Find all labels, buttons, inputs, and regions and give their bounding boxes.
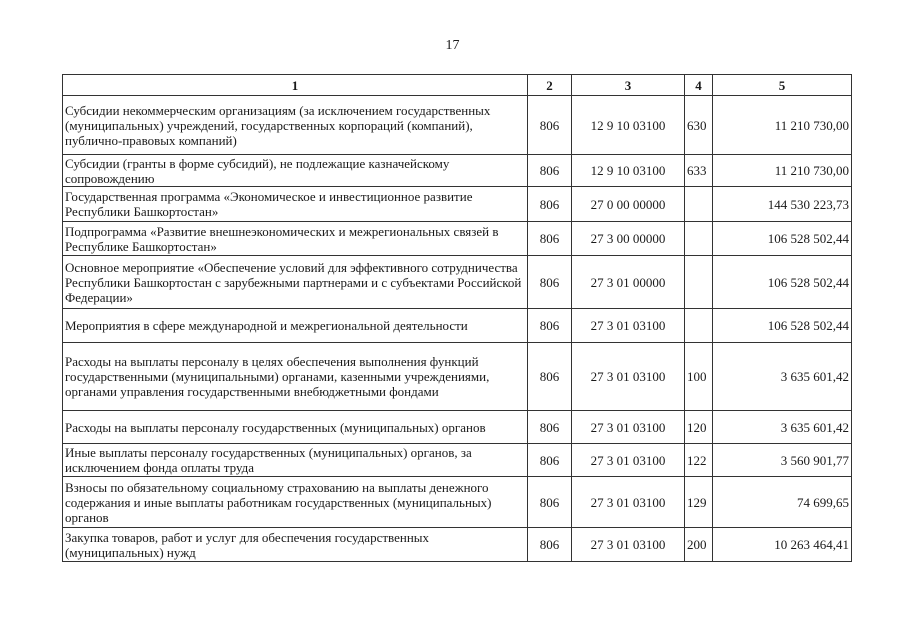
- row-sum: 3 635 601,42: [713, 343, 852, 411]
- row-sum: 10 263 464,41: [713, 528, 852, 562]
- table-header-row: [63, 75, 852, 96]
- row-csr: 27 3 01 03100: [572, 411, 685, 444]
- table-row: [63, 222, 852, 256]
- row-ved: 806: [528, 528, 572, 562]
- row-ved: 806: [528, 444, 572, 477]
- header-col-5: 5: [713, 75, 852, 96]
- row-name: Иные выплаты персоналу государственных (муниципальных) органов, за исключением фонда оплаты труда: [63, 444, 528, 477]
- row-sum: 11 210 730,00: [713, 96, 852, 155]
- row-name: Субсидии некоммерческим организациям (за исключением государственных (муниципальных) учреждений, государственных корпораций (компаний), публично-правовых компаний): [63, 96, 528, 155]
- header-col-2: 2: [528, 75, 572, 96]
- row-ved: 806: [528, 309, 572, 343]
- table-row: [63, 444, 852, 477]
- row-vr: [685, 256, 713, 309]
- row-sum: 106 528 502,44: [713, 309, 852, 343]
- row-sum: 11 210 730,00: [713, 155, 852, 187]
- row-vr: [685, 222, 713, 256]
- row-name: Субсидии (гранты в форме субсидий), не подлежащие казначейскому сопровождению: [63, 155, 528, 187]
- table-row: [63, 309, 852, 343]
- table-row: [63, 477, 852, 528]
- row-vr: 129: [685, 477, 713, 528]
- row-name: Подпрограмма «Развитие внешнеэкономических и межрегиональных связей в Республике Башкортостан»: [63, 222, 528, 256]
- header-col-4: 4: [685, 75, 713, 96]
- row-ved: 806: [528, 411, 572, 444]
- table-row: [63, 187, 852, 222]
- row-name: Взносы по обязательному социальному страхованию на выплаты денежного содержания и иные выплаты работникам государственных (муниципальных) органов: [63, 477, 528, 528]
- row-ved: 806: [528, 343, 572, 411]
- header-col-3: 3: [572, 75, 685, 96]
- table-row: [63, 155, 852, 187]
- row-vr: 633: [685, 155, 713, 187]
- row-ved: 806: [528, 155, 572, 187]
- row-csr: 12 9 10 03100: [572, 96, 685, 155]
- row-vr: [685, 187, 713, 222]
- row-sum: 106 528 502,44: [713, 222, 852, 256]
- row-csr: 27 3 01 03100: [572, 477, 685, 528]
- row-csr: 27 0 00 00000: [572, 187, 685, 222]
- row-ved: 806: [528, 256, 572, 309]
- row-name: Мероприятия в сфере международной и межрегиональной деятельности: [63, 309, 528, 343]
- row-sum: 106 528 502,44: [713, 256, 852, 309]
- row-sum: 3 560 901,77: [713, 444, 852, 477]
- row-vr: 122: [685, 444, 713, 477]
- row-name: Государственная программа «Экономическое и инвестиционное развитие Республики Башкортостан»: [63, 187, 528, 222]
- row-csr: 27 3 01 03100: [572, 309, 685, 343]
- table-row: [63, 528, 852, 562]
- row-sum: 74 699,65: [713, 477, 852, 528]
- table-row: [63, 96, 852, 155]
- row-name: Расходы на выплаты персоналу в целях обеспечения выполнения функций государственными (муниципальными) органами, казенными учреждениями, органами управления государственными внебюджетными фондами: [63, 343, 528, 411]
- row-csr: 12 9 10 03100: [572, 155, 685, 187]
- row-vr: 120: [685, 411, 713, 444]
- row-csr: 27 3 01 03100: [572, 444, 685, 477]
- row-name: Расходы на выплаты персоналу государственных (муниципальных) органов: [63, 411, 528, 444]
- page-number: 17: [445, 38, 460, 53]
- row-vr: 200: [685, 528, 713, 562]
- table-row: [63, 256, 852, 309]
- row-csr: 27 3 00 00000: [572, 222, 685, 256]
- row-ved: 806: [528, 477, 572, 528]
- table-row: [63, 411, 852, 444]
- row-sum: 3 635 601,42: [713, 411, 852, 444]
- row-vr: [685, 309, 713, 343]
- table-row: [63, 343, 852, 411]
- row-name: Закупка товаров, работ и услуг для обеспечения государственных (муниципальных) нужд: [63, 528, 528, 562]
- row-ved: 806: [528, 187, 572, 222]
- row-csr: 27 3 01 00000: [572, 256, 685, 309]
- row-csr: 27 3 01 03100: [572, 528, 685, 562]
- row-name: Основное мероприятие «Обеспечение условий для эффективного сотрудничества Республики Башкортостан с зарубежными партнерами и с субъектами Российской Федерации»: [63, 256, 528, 309]
- row-vr: 630: [685, 96, 713, 155]
- row-vr: 100: [685, 343, 713, 411]
- row-ved: 806: [528, 96, 572, 155]
- row-ved: 806: [528, 222, 572, 256]
- budget-table: [62, 74, 852, 562]
- header-col-1: 1: [63, 75, 528, 96]
- row-csr: 27 3 01 03100: [572, 343, 685, 411]
- row-sum: 144 530 223,73: [713, 187, 852, 222]
